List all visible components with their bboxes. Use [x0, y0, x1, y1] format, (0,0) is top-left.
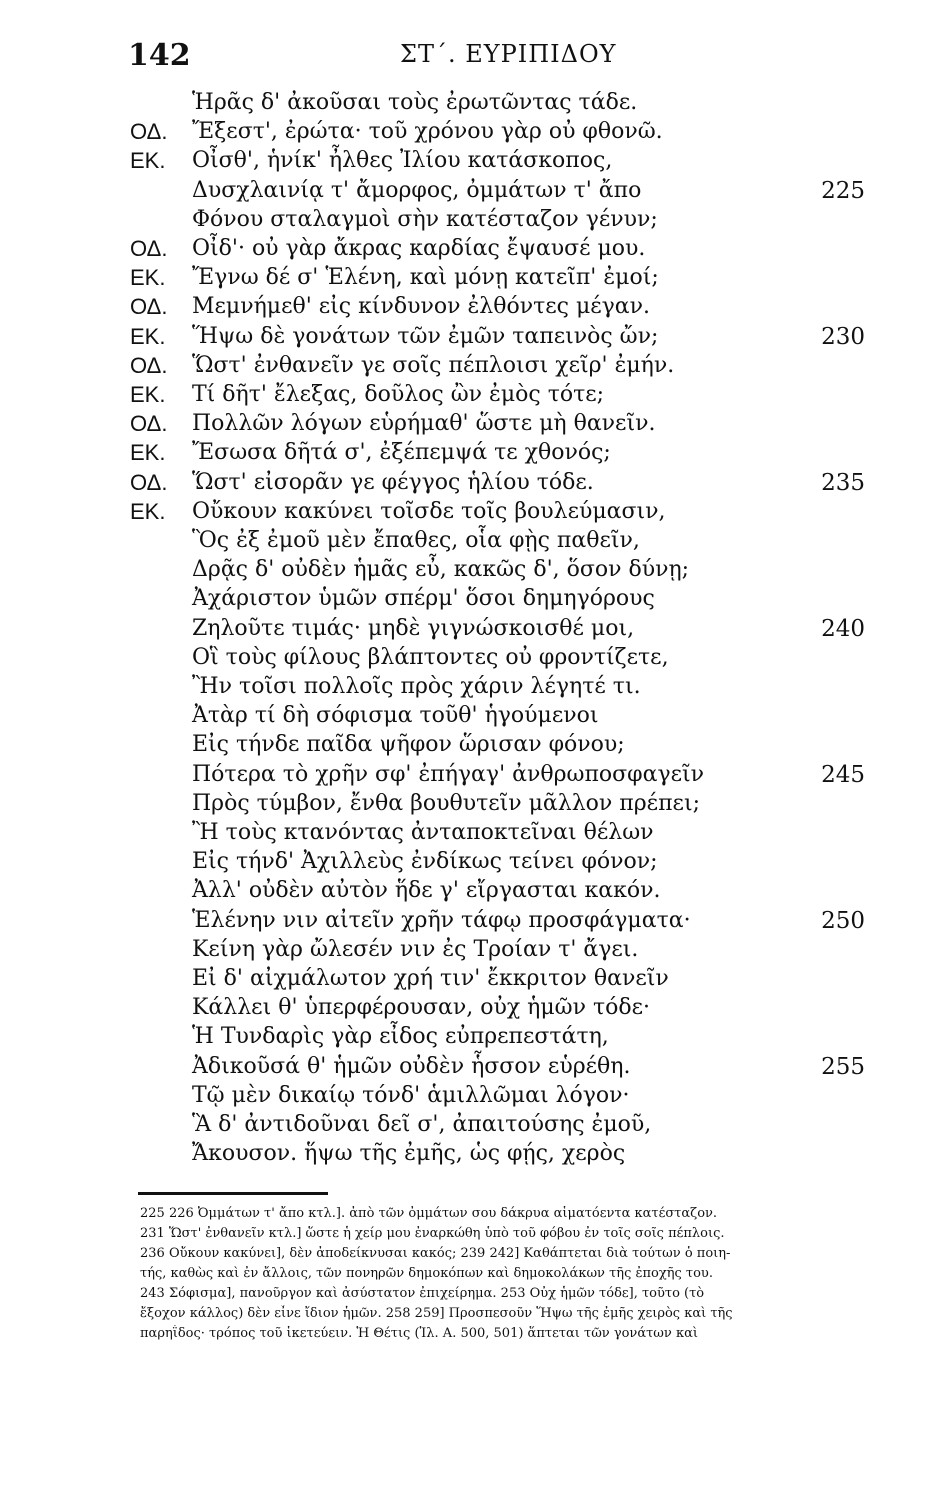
footnote-line: 236 Οὔκουν κακύνει], δὲν ἀποδείκνυσαι κακός; 239 242] Καθάπτεται διὰ τούτων ὁ ποιη-: [140, 1246, 731, 1261]
verse-text: Ἃ δ' ἀντιδοῦναι δεῖ σ', ἀπαιτούσης ἐμοῦ,: [192, 1112, 652, 1137]
verse-text: Ἔσωσα δῆτά σ', ἐξέπεμψά τε χθονός;: [192, 440, 611, 466]
speaker-label: ΟΔ.: [130, 411, 168, 437]
verse-text: Οἶδ'· οὐ γὰρ ἄκρας καρδίας ἔψαυσέ μου.: [192, 236, 646, 261]
speaker-label: ΕΚ.: [130, 498, 166, 524]
verse-text: Ἀτὰρ τί δὴ σόφισμα τοῦθ' ἡγούμενοι: [192, 703, 599, 729]
verse-line: [0, 1054, 927, 1084]
verse-line: [0, 207, 927, 237]
verse-text: Τῷ μὲν δικαίῳ τόνδ' ἁμιλλῶμαι λόγον·: [192, 1082, 630, 1108]
verse-line: [0, 440, 927, 470]
page-number: 142: [128, 38, 191, 73]
verse-text: Ἔξεστ', ἐρώτα· τοῦ χρόνου γὰρ οὐ φθονῶ.: [192, 119, 663, 145]
footnote-line: 231 Ὥστ' ἐνθανεῖν κτλ.] ὥστε ἡ χείρ μου ἐναρκώθη ὑπὸ τοῦ φόβου ἐν τοῖς σοῖς πέπλοις.: [140, 1226, 725, 1241]
verse-line: [0, 265, 927, 295]
verse-text: Κάλλει θ' ὑπερφέρουσαν, οὐχ ἡμῶν τόδε·: [192, 995, 651, 1021]
line-number: 240: [821, 615, 865, 642]
line-number: 230: [821, 323, 865, 350]
verse-text: Ἥψω δὲ γονάτων τῶν ἐμῶν ταπεινὸς ὤν;: [192, 323, 659, 349]
speaker-label: ΟΔ.: [130, 352, 168, 378]
verse-text: Εἰ δ' αἰχμάλωτον χρή τιν' ἔκκριτον θανεῖν: [192, 966, 669, 991]
verse-text: Ἀχάριστον ὑμῶν σπέρμ' ὅσοι δημηγόρους: [192, 586, 655, 612]
verse-text: Εἰς τήνδε παῖδα ψῆφον ὥρισαν φόνου;: [192, 732, 625, 758]
speaker-label: ΕΚ.: [130, 440, 166, 466]
verse-text: Ὃς ἐξ ἐμοῦ μὲν ἔπαθες, οἷα φῂς παθεῖν,: [192, 528, 640, 553]
verse-text: Ἢ τοὺς κτανόντας ἀνταποκτεῖναι θέλων: [192, 820, 654, 845]
speaker-label: ΕΚ.: [130, 323, 166, 349]
verse-text: Ἡ Τυνδαρὶς γὰρ εἶδος εὐπρεπεστάτη,: [192, 1024, 609, 1050]
speaker-label: ΟΔ.: [130, 469, 168, 495]
verse-line: [0, 528, 927, 558]
verse-line: [0, 674, 927, 704]
verse-line: [0, 995, 927, 1025]
verse-text: Κείνη γὰρ ὤλεσέν νιν ἐς Τροίαν τ' ἄγει.: [192, 936, 639, 962]
running-head: ΣΤ΄. ΕΥΡΙΠΙΔΟΥ: [400, 40, 617, 68]
verse-line: [0, 1141, 927, 1171]
speaker-label: ΟΔ.: [130, 119, 168, 145]
verse-line: [0, 178, 927, 208]
verse-line: [0, 90, 927, 120]
verse-line: [0, 1083, 927, 1113]
verse-text: Φόνου σταλαγμοὶ σὴν κατέσταζον γένυν;: [192, 206, 658, 232]
verse-line: [0, 586, 927, 616]
speaker-label: ΟΔ.: [130, 236, 168, 261]
verse-line: [0, 820, 927, 850]
footnote-rule: [138, 1192, 328, 1195]
verse-text: Πότερα τὸ χρῆν σφ' ἐπήγαγ' ἀνθρωποσφαγεῖν: [192, 761, 704, 787]
verse-text: Οἶσθ', ἡνίκ' ἦλθες Ἰλίου κατάσκοπος,: [192, 148, 613, 174]
verse-text: Ζηλοῦτε τιμάς· μηδὲ γιγνώσκοισθέ μοι,: [192, 615, 635, 641]
verse-line: [0, 849, 927, 879]
footnote-line: παρηΐδος· τρόπος τοῦ ἱκετεύειν. Ἡ Θέτις (Ἰλ. Α. 500, 501) ἅπτεται τῶν γονάτων καὶ: [140, 1326, 698, 1341]
verse-line: [0, 382, 927, 412]
line-number: 245: [821, 761, 865, 788]
verse-line: [0, 148, 927, 178]
verse-line: [0, 1024, 927, 1054]
verse-text: Ἀλλ' οὐδὲν αὐτὸν ἥδε γ' εἴργασται κακόν.: [192, 878, 661, 904]
verse-text: Ἑλένην νιν αἰτεῖν χρῆν τάφῳ προσφάγματα·: [192, 907, 691, 933]
verse-text: Οἳ τοὺς φίλους βλάπτοντες οὐ φροντίζετε,: [192, 644, 669, 670]
verse-line: [0, 119, 927, 149]
footnote-line: τής, καθὼς καὶ ἐν ἄλλοις, τῶν πονηρῶν δημοκόπων καὶ δημοκολάκων τῆς ἐποχῆς του.: [140, 1266, 713, 1281]
speaker-label: ΕΚ.: [130, 265, 166, 291]
footnote-line: ἔξοχον κάλλος) δὲν εἶνε ἴδιον ἡμῶν. 258 259] Προσπεσοῦν Ἥψω τῆς ἐμῆς χειρὸς καὶ τῆς: [140, 1306, 733, 1321]
footnote-line: 243 Σόφισμα], πανοῦργον καὶ ἀσύστατον ἐπιχείρημα. 253 Οὐχ ἡμῶν τόδε], τοῦτο (τὸ: [140, 1286, 705, 1301]
verse-line: [0, 1112, 927, 1142]
speaker-label: ΟΔ.: [130, 294, 168, 320]
verse-line: [0, 762, 927, 792]
verse-line: [0, 294, 927, 324]
verse-text: Ὥστ' εἰσορᾶν γε φέγγος ἡλίου τόδε.: [192, 469, 594, 495]
verse-text: Ὥστ' ἐνθανεῖν γε σοῖς πέπλοισι χεῖρ' ἐμήν.: [192, 352, 675, 378]
verse-text: Οὔκουν κακύνει τοῖσδε τοῖς βουλεύμασιν,: [192, 498, 666, 524]
line-number: 255: [821, 1053, 865, 1080]
verse-text: Ἡρᾶς δ' ἀκοῦσαι τοὺς ἐρωτῶντας τάδε.: [192, 90, 638, 115]
verse-line: [0, 499, 927, 529]
verse-line: [0, 966, 927, 996]
verse-text: Δρᾷς δ' οὐδὲν ἡμᾶς εὖ, κακῶς δ', ὅσον δύνῃ;: [192, 557, 690, 583]
verse-text: Ἀδικοῦσά θ' ἡμῶν οὐδὲν ἧσσον εὑρέθη.: [192, 1053, 631, 1079]
verse-line: [0, 470, 927, 500]
verse-line: [0, 353, 927, 383]
verse-text: Ἄκουσον. ἥψω τῆς ἐμῆς, ὡς φῄς, χερὸς: [192, 1141, 626, 1167]
speaker-label: ΕΚ.: [130, 148, 166, 174]
verse-line: [0, 732, 927, 762]
verse-line: [0, 791, 927, 821]
verse-text: Τί δῆτ' ἔλεξας, δοῦλος ὢν ἐμὸς τότε;: [192, 382, 605, 407]
verse-text: Πολλῶν λόγων εὑρήμαθ' ὥστε μὴ θανεῖν.: [192, 411, 656, 437]
verse-text: Ἢν τοῖσι πολλοῖς πρὸς χάριν λέγητέ τι.: [192, 674, 641, 699]
verse-text: Πρὸς τύμβον, ἔνθα βουθυτεῖν μᾶλλον πρέπει;: [192, 790, 700, 816]
verse-line: [0, 236, 927, 266]
line-number: 225: [821, 177, 865, 204]
verse-line: [0, 616, 927, 646]
verse-line: [0, 908, 927, 938]
verse-text: Δυσχλαινίᾳ τ' ἄμορφος, ὀμμάτων τ' ἄπο: [192, 177, 642, 203]
verse-line: [0, 557, 927, 587]
verse-line: [0, 324, 927, 354]
verse-line: [0, 645, 927, 675]
line-number: 250: [821, 907, 865, 934]
line-number: 235: [821, 469, 865, 496]
verse-text: Μεμνήμεθ' εἰς κίνδυνον ἐλθόντες μέγαν.: [192, 294, 651, 320]
verse-line: [0, 411, 927, 441]
verse-text: Ἔγνω δέ σ' Ἑλένη, καὶ μόνῃ κατεῖπ' ἐμοί;: [192, 265, 659, 291]
verse-line: [0, 703, 927, 733]
footnote-line: 225 226 Ὀμμάτων τ' ἄπο κτλ.]. ἀπὸ τῶν ὀμμάτων σου δάκρυα αἱματόεντα κατέσταζον.: [140, 1206, 718, 1221]
speaker-label: ΕΚ.: [130, 382, 166, 407]
verse-line: [0, 937, 927, 967]
verse-text: Εἰς τήνδ' Ἀχιλλεὺς ἐνδίκως τείνει φόνον;: [192, 849, 658, 875]
verse-line: [0, 878, 927, 908]
